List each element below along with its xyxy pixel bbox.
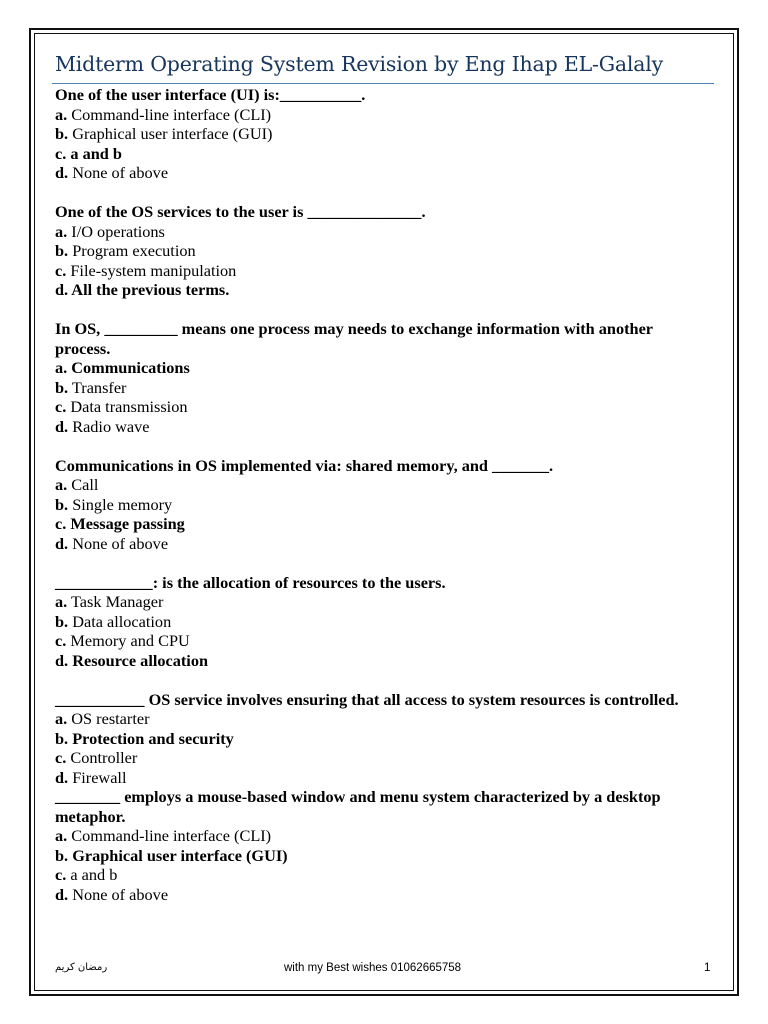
option-letter: d.: [55, 416, 69, 436]
option-letter: d.: [55, 280, 69, 299]
question-list: [55, 85, 695, 904]
option-text: Transfer: [68, 377, 127, 397]
option-letter: a.: [55, 475, 68, 494]
document-title: Midterm Operating System Revision by Eng Ihap EL-Galaly: [55, 52, 664, 76]
question-block: [55, 456, 695, 554]
option: [55, 378, 695, 398]
option-text: None of above: [68, 533, 169, 553]
question-block: [55, 85, 695, 183]
option-text: Resource allocation: [68, 650, 209, 670]
option-text: Program execution: [68, 241, 196, 260]
option-correct: [55, 729, 695, 749]
question-block: [55, 690, 695, 788]
option: [55, 748, 695, 768]
option-letter: b.: [55, 845, 69, 865]
option-letter: b.: [55, 241, 69, 260]
option-text: Graphical user interface (GUI): [68, 124, 273, 143]
option: [55, 709, 695, 729]
option-text: None of above: [68, 884, 169, 904]
option: [55, 241, 695, 261]
option-text: Call: [67, 475, 99, 494]
option: [55, 222, 695, 242]
footer-wishes: with my Best wishes 01062665758: [284, 962, 462, 974]
option-text: Communications: [67, 358, 190, 377]
option-correct: [55, 651, 695, 671]
option-letter: c.: [55, 631, 67, 650]
option: [55, 397, 695, 417]
option-correct: [55, 846, 695, 866]
option-text: Memory and CPU: [66, 631, 190, 650]
option: [55, 495, 695, 515]
option-letter: a.: [55, 592, 68, 611]
question-block: [55, 202, 695, 300]
question-text: In OS, _________ means one process may needs to exchange information with another process.: [55, 319, 653, 358]
question-text: ________ employs a mouse-based window and menu system characterized by a desktop metaphor.: [55, 787, 661, 826]
question-text: ____________: is the allocation of resources to the users.: [55, 572, 446, 592]
option: [55, 475, 695, 495]
option-letter: b.: [55, 728, 69, 748]
question-text: One of the OS services to the user is ______________.: [55, 202, 426, 221]
option-letter: c.: [55, 143, 67, 163]
option-text: a and b: [66, 865, 118, 884]
option-letter: b.: [55, 494, 69, 514]
option: [55, 631, 695, 651]
option-text: Task Manager: [67, 592, 164, 611]
option-letter: c.: [55, 260, 67, 280]
question-block: [55, 319, 695, 436]
option-letter: d.: [55, 884, 69, 904]
option-letter: b.: [55, 377, 69, 397]
option-text: Controller: [66, 748, 138, 767]
option-text: a and b: [66, 143, 122, 163]
option-text: None of above: [68, 163, 169, 182]
question-text: Communications in OS implemented via: shared memory, and _______.: [55, 455, 554, 475]
option-letter: d.: [55, 533, 69, 553]
option-text: Firewall: [68, 767, 127, 787]
option-text: Protection and security: [68, 728, 234, 748]
option: [55, 592, 695, 612]
option: [55, 417, 695, 437]
option-letter: a.: [55, 104, 68, 124]
option: [55, 768, 695, 788]
option-letter: d.: [55, 767, 69, 787]
option: [55, 865, 695, 885]
option-text: Data transmission: [66, 397, 188, 416]
option-text: Command-line interface (CLI): [67, 826, 272, 845]
option: [55, 534, 695, 554]
page-number: 1: [704, 962, 711, 974]
option: [55, 163, 695, 183]
option-letter: b.: [55, 124, 69, 143]
option-text: Data allocation: [68, 611, 172, 631]
option-text: Command-line interface (CLI): [67, 104, 272, 124]
footer-greeting: رمضان كريم: [55, 962, 108, 973]
option-correct: [55, 280, 695, 300]
option: [55, 826, 695, 846]
option-letter: a.: [55, 709, 68, 728]
option-text: File-system manipulation: [66, 260, 237, 280]
option-text: Single memory: [68, 494, 173, 514]
option-text: Message passing: [66, 514, 185, 533]
option: [55, 612, 695, 632]
question-block: [55, 573, 695, 671]
option: [55, 105, 695, 125]
option: [55, 885, 695, 905]
option-correct: [55, 358, 695, 378]
option-letter: c.: [55, 748, 67, 767]
option-letter: a.: [55, 358, 68, 377]
question-text: ___________ OS service involves ensuring that all access to system resources is controlled.: [55, 689, 679, 709]
option-letter: b.: [55, 611, 69, 631]
option-letter: c.: [55, 397, 67, 416]
option: [55, 124, 695, 144]
option-text: Radio wave: [68, 416, 150, 436]
option-correct: [55, 514, 695, 534]
option-text: OS restarter: [67, 709, 150, 728]
option-letter: d.: [55, 650, 69, 670]
option-letter: d.: [55, 163, 69, 182]
option-letter: a.: [55, 221, 68, 241]
question-block: [55, 787, 695, 904]
option-letter: c.: [55, 865, 67, 884]
option-letter: a.: [55, 826, 68, 845]
option-correct: [55, 144, 695, 164]
option-text: Graphical user interface (GUI): [68, 845, 288, 865]
title-underline: [52, 83, 714, 84]
option: [55, 261, 695, 281]
option-text: All the previous terms.: [68, 280, 230, 299]
question-text: One of the user interface (UI) is:__________.: [55, 85, 366, 104]
option-text: I/O operations: [67, 221, 165, 241]
option-letter: c.: [55, 514, 67, 533]
